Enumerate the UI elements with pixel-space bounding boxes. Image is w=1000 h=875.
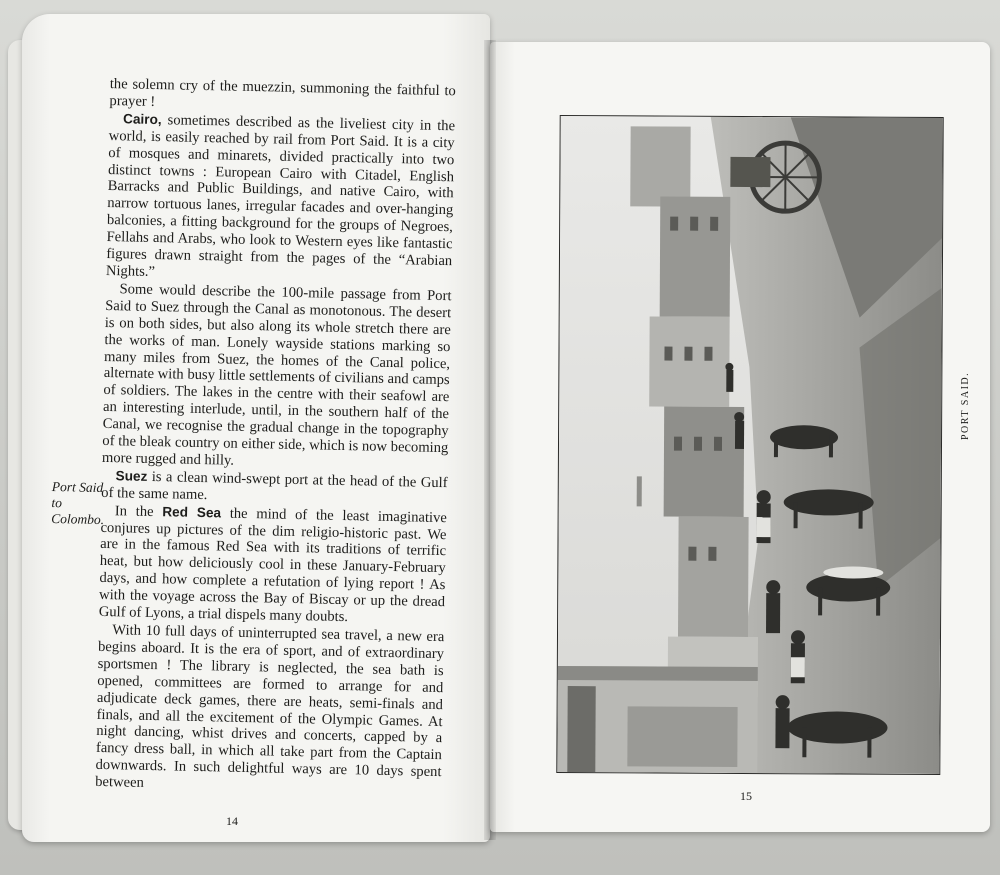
text-run: sometimes described as the liveliest city in the world, is easily reached by rail from Port Said. It is a city of mosques and minarets, divided practically into two distinct towns : European Cairo with Citadel, English Barracks and Public Buildings, and native Cairo, with narrow tortuous lanes, irregular facades and over-hanging balconies, a fitting background for the groups of Negroes, Fellahs and Arabs, who look to Western eyes like fantastic figures drawn straight from the pages of the “Arabian Nights.” — [105, 111, 456, 280]
text-run: With 10 full days of uninterrupted sea travel, a new era begins aboard. It is the era of sport, and of extraordinary sportsmen ! The library is neglected, the sea bath is opened, committees are formed to arrange for and adjudicate deck games, there are heats, semi-finals and finals, and all the excitement of the Olympic Games. At night dancing, whist drives and concerts, capped by a fancy dress ball, in which all take part from the Captain downwards. In such delightful ways are 10 days spent between — [95, 622, 445, 792]
street-scene-photo — [557, 116, 942, 774]
photo-caption: PORT SAID. — [960, 371, 971, 440]
paragraph — [101, 468, 448, 509]
bold-term: Suez — [115, 468, 148, 484]
text-run: the mind of the least imaginative conjures up pictures of the dim religio-historic past. We are in the famous Red Sea with its traditions of terrific heat, but how deliciously cool in these January-February days, and how complete a refutation of lying report ! As with the voyage across the Bay of Biscay or up the dread Gulf of Lyons, a trial dispels many doubts. — [98, 505, 447, 626]
paragraph — [102, 281, 452, 474]
paragraph — [109, 76, 456, 117]
paragraph — [106, 111, 455, 287]
text-run: the solemn cry of the muezzin, summoning the faithful to prayer ! — [109, 76, 456, 110]
paragraph — [99, 503, 447, 629]
text-run: In the — [114, 502, 163, 520]
bold-term: Red Sea — [162, 503, 222, 521]
margin-note: Port Said to Colombo. — [51, 479, 105, 528]
paragraph — [95, 622, 444, 798]
left-page-text — [95, 76, 456, 798]
page-number-left: 14 — [226, 814, 238, 828]
bold-term: Cairo, — [122, 111, 162, 127]
page-number-right: 15 — [740, 789, 752, 803]
text-run: is a clean wind-swept port at the head of the Gulf of the same name. — [101, 468, 448, 503]
book-gutter — [484, 40, 496, 840]
text-run: Some would describe the 100-mile passage from Port Said to Suez through the Canal as monotonous. The desert is on both sides, but also along its whole stretch there are the works of man. Lonely wayside stations marking so many miles from Suez, the homes of the Canal police, alternate with busy little settlements of civilians and camps of soldiers. The lakes in the centre with their seafowl are an interesting interlude, until, in the southern half of the Canal, we recognise the gradual change in the topography of the bleak country on either side, which is now becoming more rugged and hilly. — [101, 281, 452, 469]
port-said-photo — [556, 115, 943, 775]
